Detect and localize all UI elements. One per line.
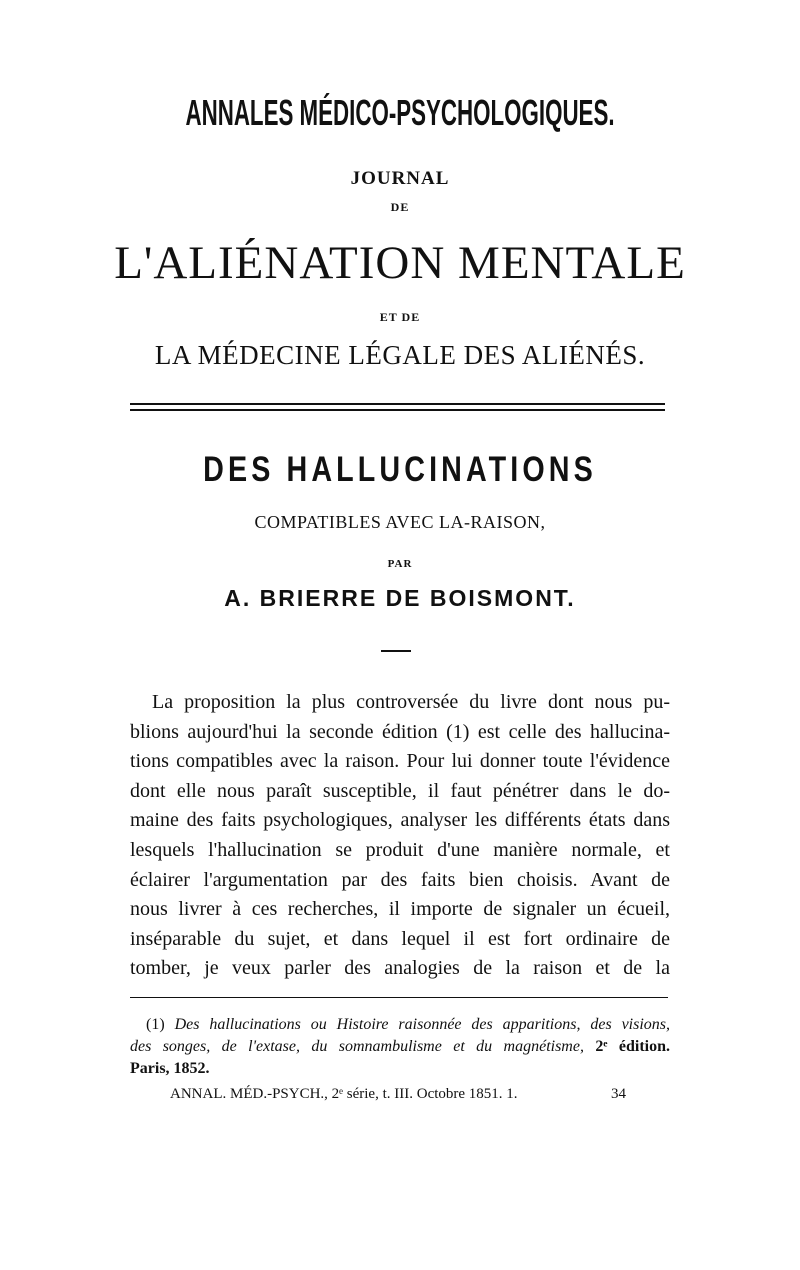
body-line: nous livrer à ces recherches, il importe de signaler un écueil, [130, 898, 670, 921]
footnote-marker: (1) [146, 1016, 165, 1033]
body-line: maine des faits psychologiques, analyser les différents états dans [130, 809, 670, 832]
footnote-citation-part1: Des hallucinations ou Histoire raisonnée des apparitions, des visions, [174, 1016, 671, 1033]
article-by-label: PAR [387, 558, 413, 570]
signature-line: ANNAL. MÉD.-PSYCH., 2ᵉ série, t. III. Octobre 1851. 1. [170, 1086, 518, 1102]
footnote-line-2 [130, 1036, 670, 1058]
journal-et-de-label: ET DE [379, 310, 421, 324]
footnote [130, 1014, 670, 1080]
journal-title-medecine: LA MÉDECINE LÉGALE DES ALIÉNÉS. [154, 340, 646, 370]
body-line: inséparable du sujet, et dans lequel il est fort ordinaire de [130, 927, 670, 950]
body-line: La proposition la plus controversée du livre dont nous pu- [152, 691, 670, 713]
footnote-citation-part2: des songes, de l'extase, du somnambulisme et du magnétisme, [130, 1038, 584, 1055]
journal-masthead: ANNALES MÉDICO-PSYCHOLOGIQUES. [185, 92, 615, 133]
footnote-place-year: Paris, 1852. [130, 1060, 210, 1077]
body-line: blions aujourd'hui la seconde édition (1) est celle des hallucina- [130, 720, 670, 743]
header-divider-bottom [130, 409, 665, 411]
footnote-divider [130, 997, 668, 998]
body-line: tomber, je veux parler des analogies de la raison et de la [130, 957, 670, 980]
journal-de-label: DE [390, 200, 410, 214]
journal-title-alienation: L'ALIÉNATION MENTALE [114, 237, 686, 289]
page-number: 34 [611, 1086, 626, 1102]
article-title: DES HALLUCINATIONS [203, 450, 597, 489]
footnote-line-1 [130, 1014, 670, 1036]
footnote-edition: 2ᵉ édition. [595, 1038, 670, 1055]
body-line: tions compatibles avec la raison. Pour lui donner toute l'évidence [130, 750, 670, 773]
body-line: éclairer l'argumentation par des faits bien choisis. Avant de [130, 868, 670, 891]
journal-label: JOURNAL [350, 168, 450, 189]
article-author: A. BRIERRE DE BOISMONT. [224, 585, 576, 611]
body-line: lesquels l'hallucination se produit d'une manière normale, et [130, 838, 670, 861]
article-subtitle: COMPATIBLES AVEC LA-RAISON, [254, 512, 546, 532]
title-separator-dash [381, 650, 411, 652]
body-line: dont elle nous paraît susceptible, il faut pénétrer dans le do- [130, 779, 670, 802]
article-body [130, 688, 670, 984]
header-divider-top [130, 403, 665, 405]
